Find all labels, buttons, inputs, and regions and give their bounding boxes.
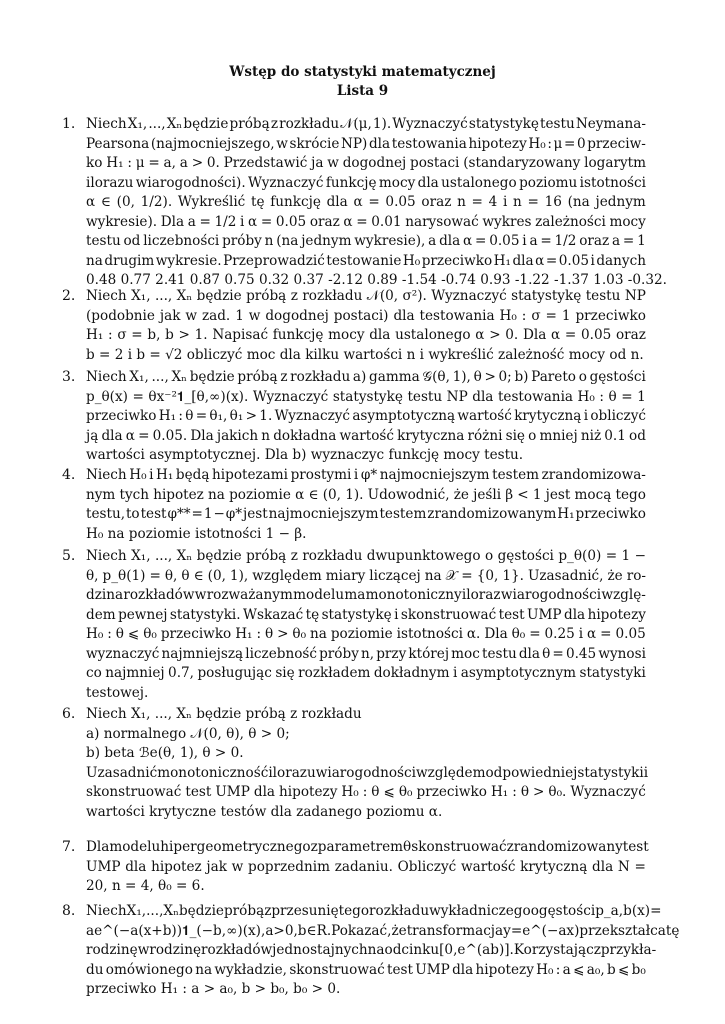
problem-text-line: rodzinę w rodzinę rozkładów jednostajnych na odcinku [0, e^(ab)]. Korzystając z przykła- bbox=[86, 942, 657, 958]
problem-8 bbox=[62, 902, 680, 1000]
problem-7 bbox=[62, 838, 649, 897]
problem-text-line: (podobnie jak w zad. 1 w dogodnej postaci) dla testowania H₀ : σ = 1 przeciwko bbox=[86, 307, 646, 324]
problem-text-line: przeciwko H₁ : θ = θ₁, θ₁ > 1. Wyznaczyć asymptotyczną wartość krytyczną i obliczyć bbox=[86, 408, 646, 424]
problem-text-line: UMP dla hipotez jak w poprzednim zadaniu. Obliczyć wartość krytyczną dla N = bbox=[86, 858, 646, 875]
problem-text-line: Niech X₁, ..., Xₙ będzie próbą z rozkładu 𝒩(0, σ²). Wyznaczyć statystykę testu NP bbox=[86, 288, 646, 304]
problem-text-line: Pearsona (najmocniejszego, w skrócie NP) dla testowania hipotezy H₀ : μ = 0 przeciw- bbox=[86, 135, 646, 152]
problem-text-line: Niech X₁, ..., Xₙ będzie próbą z rozkładu dwupunktowego o gęstości p_θ(0) = 1 − bbox=[86, 548, 646, 564]
problem-text-line: wykresie). Dla a = 1/2 i α = 0.05 oraz α = 0.01 narysować wykres zależności mocy bbox=[86, 213, 646, 230]
problem-text-line: 20, n = 4, θ₀ = 6. bbox=[86, 878, 205, 894]
problem-text-line: α ∈ (0, 1/2). Wykreślić tę funkcję dla α = 0.05 oraz n = 4 i n = 16 (na jednym bbox=[86, 194, 646, 210]
problem-text-line: wyznaczyć najmniejszą liczebność próby n, przy której moc testu dla θ = 0.45 wynosi bbox=[86, 645, 646, 662]
problem-text-line: ją dla α = 0.05. Dla jakich n dokładna wartość krytyczna różni się o mniej niż 0.1 od bbox=[86, 427, 646, 444]
problem-text-line: Dla modelu hipergeometrycznego z parametrem θ skonstruować zrandomizowany test bbox=[86, 839, 649, 855]
problem-text-line: ilorazu wiarogodności). Wyznaczyć funkcję mocy dla ustalonego poziomu istotności bbox=[86, 174, 646, 191]
problem-text-line: Niech X₁, ..., Xₙ będzie próbą z rozkładu 𝒩(μ, 1). Wyznaczyć statystykę testu Neymana- bbox=[86, 116, 646, 132]
problem-text-line: przeciwko H₁ : a > a₀, b > b₀, b₀ > 0. bbox=[86, 981, 341, 997]
problem-text-line: skonstruować test UMP dla hipotezy H₀ : θ ⩽ θ₀ przeciwko H₁ : θ > θ₀. Wyznaczyć bbox=[86, 784, 646, 800]
problem-3 bbox=[62, 368, 646, 466]
problem-text-line: co najmniej 0.7, posługując się rozkładem dokładnym i asymptotycznym statystyki bbox=[86, 665, 646, 681]
problem-text-line: Niech X₁, ..., Xₙ będzie próbą z przesuniętego rozkładu wykładniczego o gęstości p_a,b(x) = bbox=[86, 903, 662, 919]
problem-text-line: p_θ(x) = θx⁻²𝟏_[θ,∞)(x). Wyznaczyć statystykę testu NP dla testowania H₀ : θ = 1 bbox=[86, 388, 646, 405]
problem-text-line: dzina rozkładów w rozważanym modelu ma monotoniczny iloraz wiarogodności wzglę- bbox=[86, 587, 646, 603]
problem-text-line: testu, to test φ** = 1 − φ* jest najmocniejszym testem zrandomizowanym H₁ przeciwko bbox=[86, 506, 646, 522]
problem-number: 4. bbox=[62, 467, 76, 483]
problem-text-line: Niech X₁, ..., Xₙ będzie próbą z rozkładu bbox=[86, 706, 362, 722]
problem-4 bbox=[62, 466, 646, 544]
problem-text-line: ko H₁ : μ = a, a > 0. Przedstawić ja w dogodnej postaci (standaryzowany logarytm bbox=[86, 155, 646, 171]
problem-text-line: 0.48 0.77 2.41 0.87 0.75 0.32 0.37 -2.12 0.89 -1.54 -0.74 0.93 -1.22 -1.37 1.03 -0.32. bbox=[86, 272, 667, 288]
problem-5 bbox=[62, 547, 646, 703]
problem-text-line: Niech H₀ i H₁ będą hipotezami prostymi i φ* najmocniejszym testem zrandomizowa- bbox=[86, 467, 646, 483]
problem-text-line: ae^(−a(x+b))𝟏_(−b,∞)(x), a > 0, b ∈ R. Pokazać, że transformacja y = e^(−ax) przekształca tę bbox=[86, 922, 680, 939]
problem-text-line: b) beta ℬe(θ, 1), θ > 0. bbox=[86, 745, 244, 761]
page-title: Wstęp do statystyki matematycznej bbox=[229, 64, 496, 80]
problem-2 bbox=[62, 287, 646, 365]
problem-number: 5. bbox=[62, 548, 76, 564]
problem-text-line: H₀ na poziomie istotności 1 − β. bbox=[86, 525, 307, 542]
problem-text-line: a) normalnego 𝒩(0, θ), θ > 0; bbox=[86, 725, 290, 742]
problem-text-line: wartości krytyczne testów dla zadanego poziomu α. bbox=[86, 803, 443, 820]
problem-1 bbox=[62, 115, 667, 291]
page-subtitle: Lista 9 bbox=[336, 83, 389, 99]
problem-text-line: du omówionego na wykładzie, skonstruować test UMP dla hipotezy H₀ : a ⩽ a₀, b ⩽ b₀ bbox=[86, 961, 646, 978]
problem-text-line: testowej. bbox=[86, 684, 149, 701]
problem-number: 8. bbox=[62, 903, 76, 919]
problem-number: 3. bbox=[62, 369, 76, 385]
problem-number: 2. bbox=[62, 288, 76, 304]
problem-text-line: testu od liczebności próby n (na jednym wykresie), a dla α = 0.05 i a = 1/2 oraz a = 1 bbox=[86, 233, 646, 249]
problem-text-line: θ, p_θ(1) = θ, θ ∈ (0, 1), względem miary liczącej na 𝒳 = {0, 1}. Uzasadnić, że ro- bbox=[86, 567, 646, 584]
problem-text-line: na drugim wykresie. Przeprowadzić testowanie H₀ przeciwko H₁ dla α = 0.05 i danych bbox=[86, 252, 646, 269]
problem-text-line: Uzasadnić monotoniczność ilorazu wiarogodności względem odpowiedniej statystyki i bbox=[86, 764, 649, 781]
problem-text-line: H₁ : σ = b, b > 1. Napisać funkcję mocy dla ustalonego α > 0. Dla α = 0.05 oraz bbox=[86, 327, 646, 343]
problem-text-line: wartości asymptotycznej. Dla b) wyznaczyc funkcję mocy testu. bbox=[86, 447, 524, 463]
problem-text-line: nym tych hipotez na poziomie α ∈ (0, 1). Udowodnić, że jeśli β < 1 jest mocą tego bbox=[86, 486, 646, 503]
problem-number: 7. bbox=[62, 839, 76, 855]
problem-text-line: H₀ : θ ⩽ θ₀ przeciwko H₁ : θ > θ₀ na poziomie istotności α. Dla θ₀ = 0.25 i α = 0.05 bbox=[86, 626, 646, 642]
problem-number: 1. bbox=[62, 116, 76, 132]
problem-number: 6. bbox=[62, 706, 76, 722]
problem-text-line: b = 2 i b = √2 obliczyć moc dla kilku wartości n i wykreślić zależność mocy od n. bbox=[86, 346, 644, 363]
problem-text-line: Niech X₁, ..., Xₙ będzie próbą z rozkładu a) gamma 𝒢(θ, 1), θ > 0; b) Pareto o gęstości bbox=[86, 369, 646, 385]
problem-6 bbox=[62, 705, 649, 822]
problem-text-line: dem pewnej statystyki. Wskazać tę statystykę i skonstruować test UMP dla hipotezy bbox=[86, 606, 646, 623]
